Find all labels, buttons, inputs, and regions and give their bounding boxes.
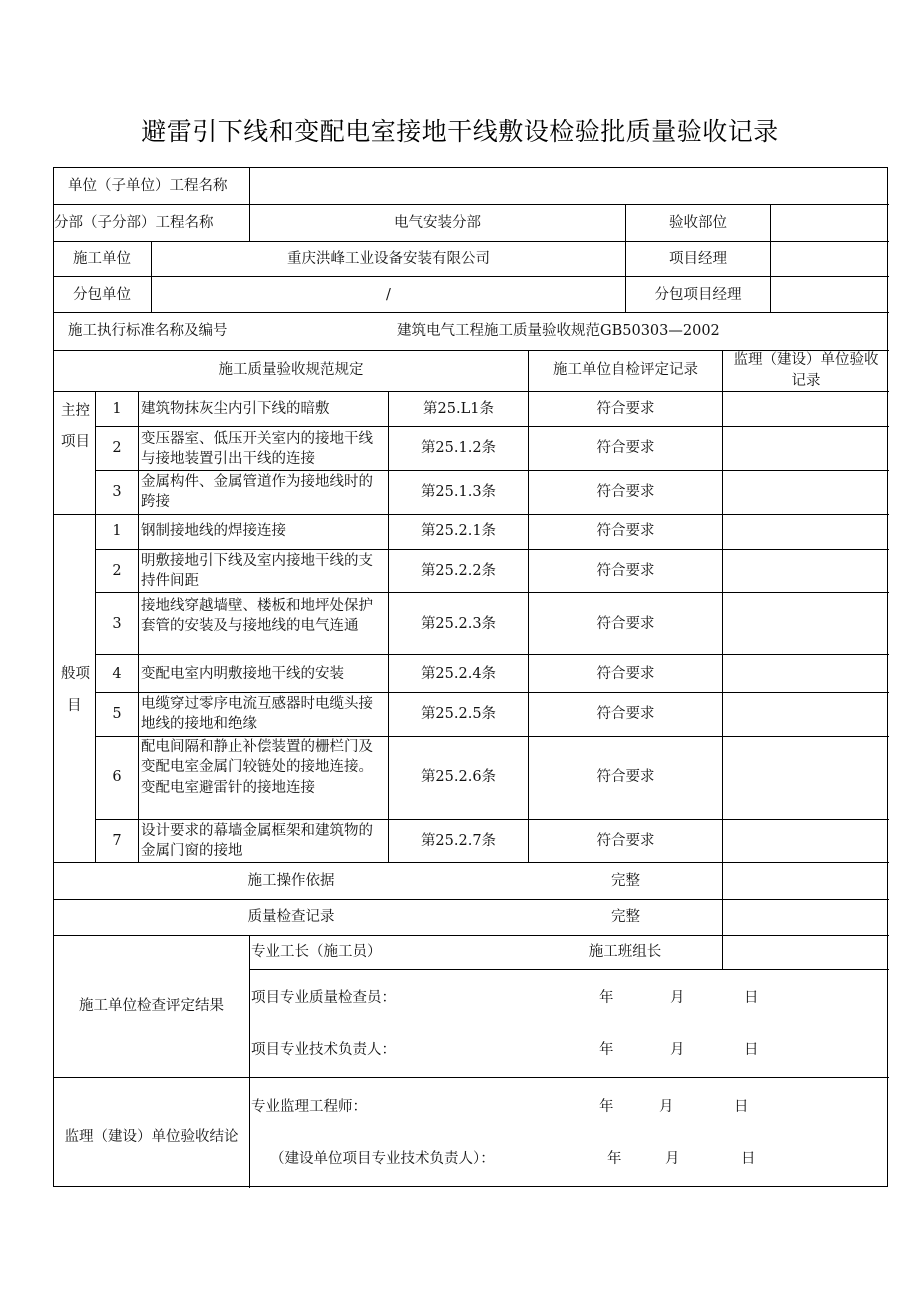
item-result: 符合要求 xyxy=(596,523,655,539)
grid-line xyxy=(138,391,139,862)
row-number: 4 xyxy=(112,666,122,682)
row-number: 3 xyxy=(112,484,122,500)
grid-line xyxy=(770,204,771,312)
grid-line xyxy=(54,899,889,900)
date-month: 月 xyxy=(659,1099,674,1115)
subcontractor-label: 分包单位 xyxy=(73,287,131,303)
subdivision-value: 电气安装分部 xyxy=(394,215,481,231)
item-description-line2: 与接地装置引出干线的连接 xyxy=(141,451,315,467)
item-clause: 第25.L1条 xyxy=(423,401,494,417)
item-description-line2: 持件间距 xyxy=(141,573,199,589)
grid-line xyxy=(54,391,889,392)
item-clause: 第25.1.3条 xyxy=(420,484,497,500)
date-month: 月 xyxy=(665,1151,680,1167)
item-result: 符合要求 xyxy=(596,484,655,500)
grid-line xyxy=(95,692,889,693)
date-day: 日 xyxy=(744,990,759,1006)
item-description: 钢制接地线的焊接连接 xyxy=(141,523,286,539)
grid-line xyxy=(95,549,889,550)
date-day: 日 xyxy=(741,1151,756,1167)
item-clause: 第25.2.2条 xyxy=(420,563,497,579)
quality-records-value: 完整 xyxy=(611,909,640,925)
grid-line xyxy=(54,312,889,313)
item-description-line1: 配电间隔和静止补偿装置的栅栏门及 xyxy=(141,739,373,755)
item-description: 建筑物抹灰尘内引下线的暗敷 xyxy=(141,401,330,417)
item-clause: 第25.1.2条 xyxy=(420,440,497,456)
grid-line xyxy=(95,654,889,655)
grid-line xyxy=(95,592,889,593)
acceptance-part-label: 验收部位 xyxy=(669,215,727,231)
grid-line xyxy=(54,276,889,277)
item-description-line1: 接地线穿越墙壁、楼板和地坪处保护 xyxy=(141,598,373,614)
item-clause: 第25.2.6条 xyxy=(420,769,497,785)
item-clause: 第25.2.3条 xyxy=(420,616,497,632)
sub-manager-label: 分包项目经理 xyxy=(654,287,742,303)
tech-lead-label: 项目专业技术负责人： xyxy=(251,1042,396,1058)
quality-records-label: 质量检查记录 xyxy=(247,909,335,925)
foreman-label: 专业工长（施工员） xyxy=(251,944,382,960)
project-name-label: 单位（子单位）工程名称 xyxy=(68,178,228,194)
project-manager-label: 项目经理 xyxy=(669,251,727,267)
date-month: 月 xyxy=(670,990,685,1006)
page-title: 避雷引下线和变配电室接地干线敷设检验批质量验收记录 xyxy=(141,117,779,146)
item-result: 符合要求 xyxy=(596,440,655,456)
item-result: 符合要求 xyxy=(596,563,655,579)
item-description-line1: 电缆穿过零序电流互感器时电缆头接 xyxy=(141,696,373,712)
item-description-line3: 变配电室避雷针的接地连接 xyxy=(141,780,315,796)
grid-line xyxy=(95,470,889,471)
row-number: 6 xyxy=(112,769,122,785)
item-clause: 第25.2.1条 xyxy=(420,523,497,539)
date-year: 年 xyxy=(607,1151,622,1167)
item-description-line1: 明敷接地引下线及室内接地干线的支 xyxy=(141,553,373,569)
item-description-line2: 变配电室金属门较链处的接地连接。 xyxy=(141,759,373,775)
main-items-label-line2: 项目 xyxy=(61,434,90,450)
item-result: 符合要求 xyxy=(596,833,655,849)
row-number: 2 xyxy=(112,440,122,456)
team-leader-label: 施工班组长 xyxy=(588,944,662,960)
row-number: 1 xyxy=(112,401,122,417)
item-result: 符合要求 xyxy=(596,616,655,632)
supervisor-column-header-line2: 记录 xyxy=(791,373,821,389)
date-month: 月 xyxy=(670,1042,685,1058)
grid-line xyxy=(54,1077,889,1078)
item-description-line2: 套管的安装及与接地线的电气连通 xyxy=(141,618,359,634)
item-clause: 第25.2.7条 xyxy=(420,833,497,849)
grid-line xyxy=(249,935,250,1188)
standard-label: 施工执行标准名称及编号 xyxy=(68,323,228,339)
general-items-label-line1: 般项 xyxy=(61,666,90,682)
item-description-line1: 设计要求的幕墙金属框架和建筑物的 xyxy=(141,823,373,839)
grid-line xyxy=(54,862,889,863)
grid-line xyxy=(249,969,889,970)
item-description-line1: 金属构件、金属管道作为接地线时的 xyxy=(141,474,373,490)
operation-basis-value: 完整 xyxy=(611,873,640,889)
contractor-value: 重庆洪峰工业设备安装有限公司 xyxy=(287,251,490,267)
item-description-line1: 变压器室、低压开关室内的接地干线 xyxy=(141,431,373,447)
grid-line xyxy=(249,168,250,204)
date-day: 日 xyxy=(734,1099,749,1115)
main-items-label-line1: 主控 xyxy=(61,403,90,419)
self-check-column-header: 施工单位自检评定记录 xyxy=(553,362,698,378)
date-year: 年 xyxy=(599,990,614,1006)
supervisor-conclusion-label: 监理（建设）单位验收结论 xyxy=(64,1129,239,1145)
item-description-line2: 地线的接地和绝缘 xyxy=(141,716,257,732)
item-result: 符合要求 xyxy=(596,769,655,785)
inspection-form-table xyxy=(53,167,888,1187)
subcontractor-value: / xyxy=(386,287,391,303)
standard-value: 建筑电气工程施工质量验收规范GB50303—2002 xyxy=(397,323,720,339)
item-clause: 第25.2.5条 xyxy=(420,706,497,722)
subdivision-label: 分部（子分部）工程名称 xyxy=(54,215,214,231)
item-description: 变配电室内明敷接地干线的安装 xyxy=(141,666,344,682)
grid-line xyxy=(54,935,889,936)
grid-line xyxy=(54,514,889,515)
contractor-result-label: 施工单位检查评定结果 xyxy=(79,998,224,1014)
row-number: 1 xyxy=(112,523,122,539)
row-number: 2 xyxy=(112,563,122,579)
date-year: 年 xyxy=(599,1042,614,1058)
supervisor-column-header-line1: 监理（建设）单位验收 xyxy=(733,352,879,368)
general-items-label-line2: 目 xyxy=(67,698,82,714)
item-result: 符合要求 xyxy=(596,706,655,722)
date-day: 日 xyxy=(744,1042,759,1058)
grid-line xyxy=(95,426,889,427)
item-description-line2: 金属门窗的接地 xyxy=(141,843,243,859)
row-number: 5 xyxy=(112,706,122,722)
item-result: 符合要求 xyxy=(596,401,655,417)
contractor-label: 施工单位 xyxy=(73,251,131,267)
grid-line xyxy=(95,819,889,820)
owner-tech-lead-label: （建设单位项目专业技术负责人）： xyxy=(270,1151,495,1167)
grid-line xyxy=(54,204,889,205)
item-clause: 第25.2.4条 xyxy=(420,666,497,682)
item-description-line2: 跨接 xyxy=(141,494,170,510)
row-number: 7 xyxy=(112,833,122,849)
spec-column-header: 施工质量验收规范规定 xyxy=(218,362,364,378)
item-result: 符合要求 xyxy=(596,666,655,682)
grid-line xyxy=(54,241,889,242)
row-number: 3 xyxy=(112,616,122,632)
supervising-engineer-label: 专业监理工程师： xyxy=(251,1099,367,1115)
date-year: 年 xyxy=(599,1099,614,1115)
grid-line xyxy=(722,391,723,969)
operation-basis-label: 施工操作依据 xyxy=(247,873,335,889)
quality-inspector-label: 项目专业质量检查员： xyxy=(251,990,396,1006)
